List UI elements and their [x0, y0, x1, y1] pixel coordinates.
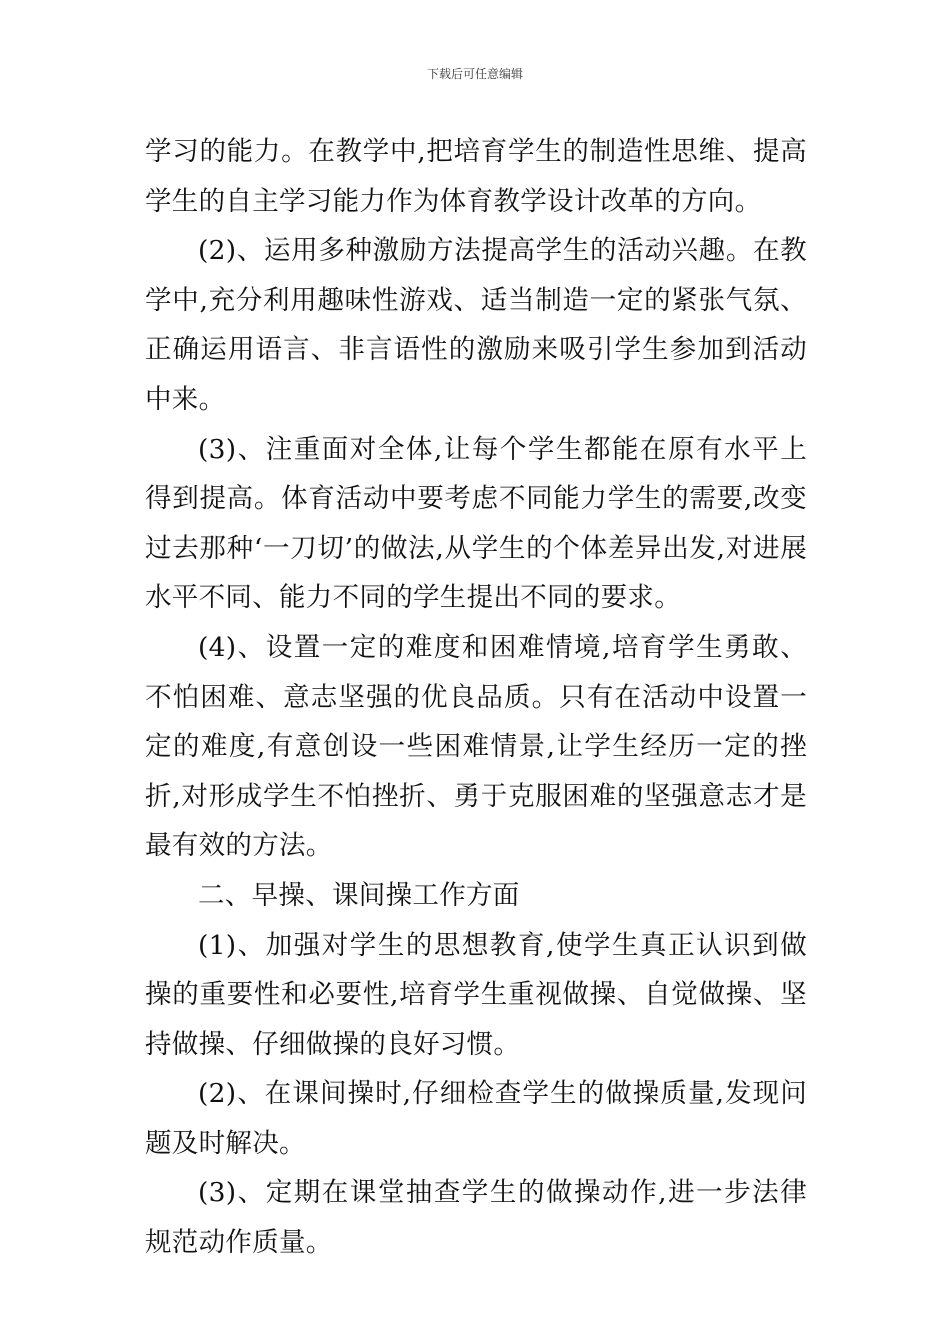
paragraph-2: (2)、运用多种激励方法提高学生的活动兴趣。在教学中,充分利用趣味性游戏、适当制造一定的紧张气氛、正确运用语言、非言语性的激励来吸引学生参加到活动中来。	[145, 235, 807, 415]
paragraph-1: 学习的能力。在教学中,把培育学生的制造性思维、提高学生的自主学习能力作为体育教学设计改革的方向。	[145, 136, 807, 217]
section-heading: 二、早操、课间操工作方面	[198, 879, 520, 911]
paragraph-3: (3)、注重面对全体,让每个学生都能在原有水平上得到提高。体育活动中要考虑不同能力学生的需要,改变过去那种‘一刀切’的做法,从学生的个体差异出发,对进展水平不同、能力不同的学生提出不同的要求。	[145, 433, 807, 614]
paragraph-4: (4)、设置一定的难度和困难情境,培育学生勇敢、不怕困难、意志坚强的优良品质。只有在活动中设置一定的难度,有意创设一些困难情景,让学生经历一定的挫折,对形成学生不怕挫折、勇于克服困难的坚强意志才是最有效的方法。	[145, 631, 807, 862]
paragraph-7: (3)、定期在课堂抽查学生的做操动作,进一步法律规范动作质量。	[145, 1177, 807, 1259]
paragraph-5: (1)、加强对学生的思想教育,使学生真正认识到做操的重要性和必要性,培育学生重视做操、自觉做操、坚持做操、仔细做操的良好习惯。	[145, 929, 807, 1060]
document-body	[145, 127, 807, 1268]
page-header: 下载后可任意编辑	[426, 67, 523, 81]
paragraph-6: (2)、在课间操时,仔细检查学生的做操质量,发现问题及时解决。	[145, 1078, 807, 1159]
